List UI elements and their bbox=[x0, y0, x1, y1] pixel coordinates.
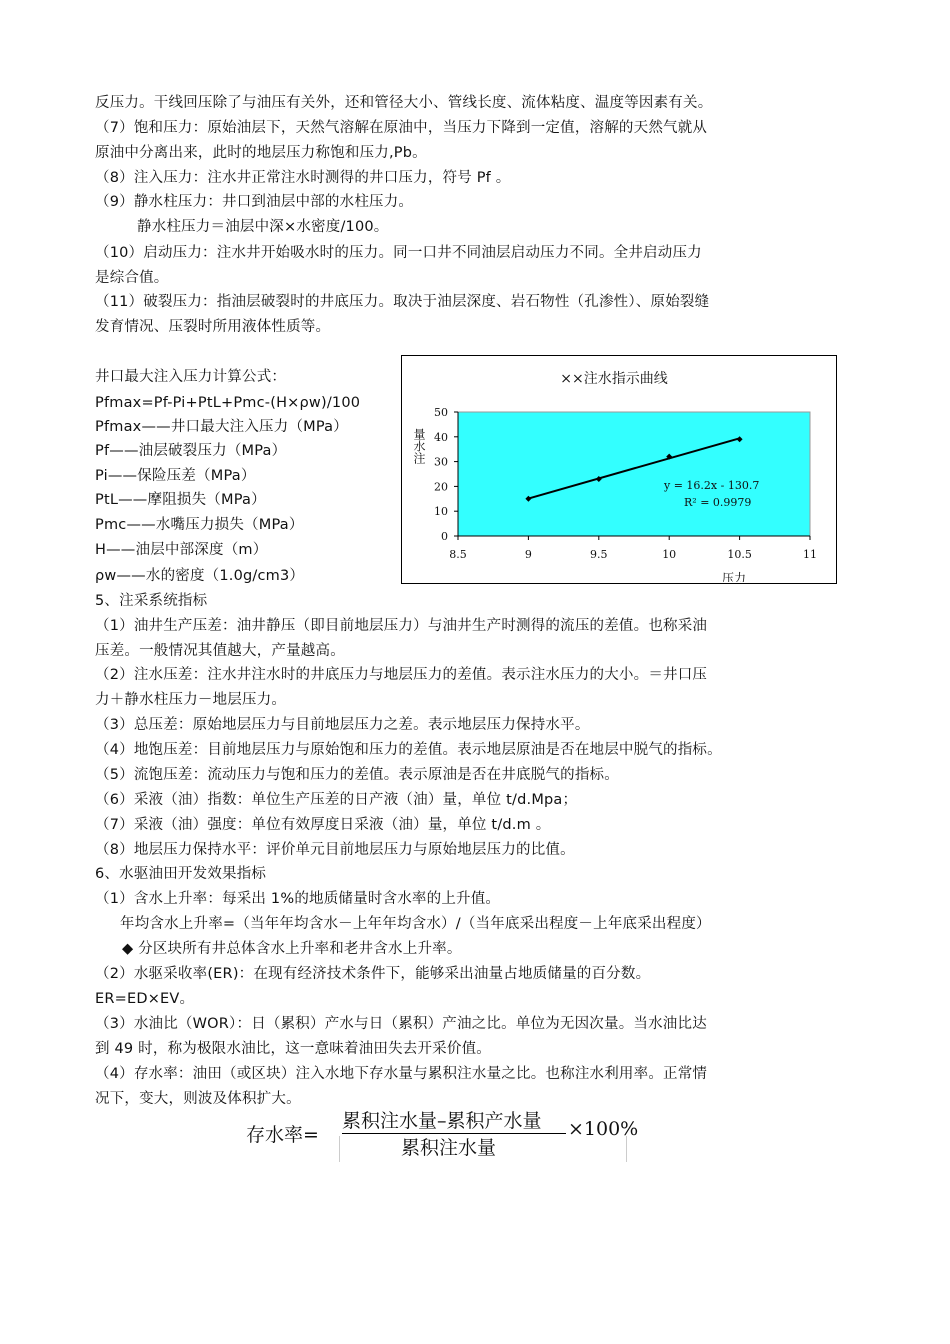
chart-x-tick-label: 10.5 bbox=[727, 548, 752, 561]
chart-y-tick-label: 20 bbox=[434, 480, 448, 494]
chart-svg bbox=[402, 356, 835, 582]
text-line: （4）存水率：油田（或区块）注入水地下存水量与累积注水量之比。也称注水利用率。正常情 bbox=[95, 1066, 708, 1082]
text-line: ρw——水的密度（1.0g/cm3） bbox=[95, 568, 305, 584]
text-line: Pfmax=Pf-Pi+PtL+Pmc-(H×ρw)/100 bbox=[95, 395, 361, 411]
text-line: （8）地层压力保持水平：评价单元目前地层压力与原始地层压力的比值。 bbox=[95, 842, 575, 858]
text-line: （7）采液（油）强度：单位有效厚度日采液（油）量，单位 t/d.m 。 bbox=[95, 817, 551, 833]
text-line: （2）注水压差：注水井注水时的井底压力与地层压力的差值。表示注水压力的大小。＝井口压 bbox=[95, 667, 708, 683]
text-line: PtL——摩阻损失（MPa） bbox=[95, 492, 266, 508]
text-line: ER=ED×EV。 bbox=[95, 991, 195, 1007]
chart-plot-area bbox=[458, 412, 810, 536]
text-line: （5）流饱压差：流动压力与饱和压力的差值。表示原油是否在井底脱气的指标。 bbox=[95, 767, 619, 783]
text-line: Pi——保险压差（MPa） bbox=[95, 468, 256, 484]
text-line: 井口最大注入压力计算公式： bbox=[95, 369, 287, 385]
bullet-line: ◆ 分区块所有井总体含水上升率和老井含水上升率。 bbox=[122, 941, 462, 957]
chart-x-tick-label: 9 bbox=[524, 548, 532, 561]
text-line: （3）总压差：原始地层压力与目前地层压力之差。表示地层压力保持水平。 bbox=[95, 717, 590, 733]
chart-x-axis-label: 压力 bbox=[721, 571, 747, 582]
text-line: 发育情况、压裂时所用液体性质等。 bbox=[95, 319, 331, 335]
section-heading: 5、注采系统指标 bbox=[95, 593, 208, 609]
text-line: （10）启动压力：注水井开始吸水时的压力。同一口井不同油层启动压力不同。全井启动压力 bbox=[95, 245, 702, 261]
chart-y-tick-label: 40 bbox=[434, 430, 448, 444]
text-line: （6）采液（油）指数：单位生产压差的日产液（油）量，单位 t/d.Mpa； bbox=[95, 792, 578, 808]
chart-y-tick-label: 50 bbox=[434, 406, 448, 419]
text-line: （8）注入压力：注水井正常注水时测得的井口压力，符号 Pf 。 bbox=[95, 170, 511, 186]
text-line: （1）油井生产压差：油井静压（即目前地层压力）与油井生产时测得的流压的差值。也称采油 bbox=[95, 618, 708, 634]
text-line: Pmc——水嘴压力损失（MPa） bbox=[95, 517, 304, 533]
text-line: （2）水驱采收率(ER)：在现有经济技术条件下，能够采出油量占地质储量的百分数。 bbox=[95, 966, 651, 982]
text-line: Pfmax——井口最大注入压力（MPa） bbox=[95, 419, 348, 435]
text-line: （4）地饱压差：目前地层压力与原始饱和压力的差值。表示地层原油是否在地层中脱气的指标。 bbox=[95, 742, 722, 758]
chart-y-tick-label: 0 bbox=[441, 530, 448, 543]
formula-numerator: 累积注水量–累积产水量 bbox=[342, 1110, 542, 1132]
text-line: 反压力。干线回压除了与油压有关外，还和管径大小、管线长度、流体粘度、温度等因素有关。 bbox=[95, 95, 713, 111]
formula-denominator: 累积注水量 bbox=[401, 1137, 497, 1159]
chart-y-tick-label: 10 bbox=[434, 505, 448, 519]
water-storage-rate-formula bbox=[246, 1106, 639, 1162]
text-line: 到 49 时，称为极限水油比，这一意味着油田失去开采价值。 bbox=[95, 1041, 491, 1057]
text-line: Pf——油层破裂压力（MPa） bbox=[95, 443, 287, 459]
chart-r2-label: R² = 0.9979 bbox=[684, 496, 752, 509]
text-line: 原油中分离出来，此时的地层压力称饱和压力,Pb。 bbox=[95, 145, 427, 161]
chart-x-tick-label: 9.5 bbox=[590, 548, 608, 561]
formula-multiplier: ×100% bbox=[568, 1118, 639, 1140]
chart-y-tick-label: 30 bbox=[434, 455, 448, 469]
chart-x-tick-label: 8.5 bbox=[449, 548, 467, 561]
text-line: 力＋静水柱压力－地层压力。 bbox=[95, 692, 287, 708]
text-line: （3）水油比（WOR）：日（累积）产水与日（累积）产油之比。单位为无因次量。当水油比达 bbox=[95, 1016, 707, 1032]
chart-x-tick-label: 10 bbox=[662, 548, 677, 561]
formula-label: 存水率= bbox=[246, 1124, 319, 1146]
text-line: 况下，变大，则波及体积扩大。 bbox=[95, 1091, 301, 1107]
text-line: （9）静水柱压力：井口到油层中部的水柱压力。 bbox=[95, 194, 414, 210]
formula-left-rule bbox=[339, 1136, 340, 1162]
text-line: （1）含水上升率：每采出 1%的地质储量时含水率的上升值。 bbox=[95, 891, 501, 907]
chart-title: ××注水指示曲线 bbox=[560, 371, 668, 387]
formula-right-rule bbox=[626, 1136, 627, 1162]
text-line: 年均含水上升率=（当年年均含水－上年年均含水）/（当年底采出程度－上年底采出程度） bbox=[120, 916, 711, 932]
chart-x-tick-label: 11 bbox=[803, 548, 817, 561]
chart-equation-label: y = 16.2x - 130.7 bbox=[664, 479, 760, 492]
text-line: H——油层中部深度（m） bbox=[95, 542, 268, 558]
text-line: 静水柱压力＝油层中深×水密度/100。 bbox=[137, 219, 389, 235]
chart-y-axis-label: 量水注 bbox=[412, 428, 426, 464]
text-line: （11）破裂压力：指油层破裂时的井底压力。取决于油层深度、岩石物性（孔渗性）、原始裂缝 bbox=[95, 294, 710, 310]
text-line: 是综合值。 bbox=[95, 270, 169, 286]
text-line: （7）饱和压力：原始油层下，天然气溶解在原油中，当压力下降到一定值，溶解的天然气就从 bbox=[95, 120, 708, 136]
text-line: 压差。一般情况其值越大，产量越高。 bbox=[95, 643, 345, 659]
injection-indicator-chart bbox=[401, 355, 837, 584]
section-heading: 6、水驱油田开发效果指标 bbox=[95, 866, 267, 882]
